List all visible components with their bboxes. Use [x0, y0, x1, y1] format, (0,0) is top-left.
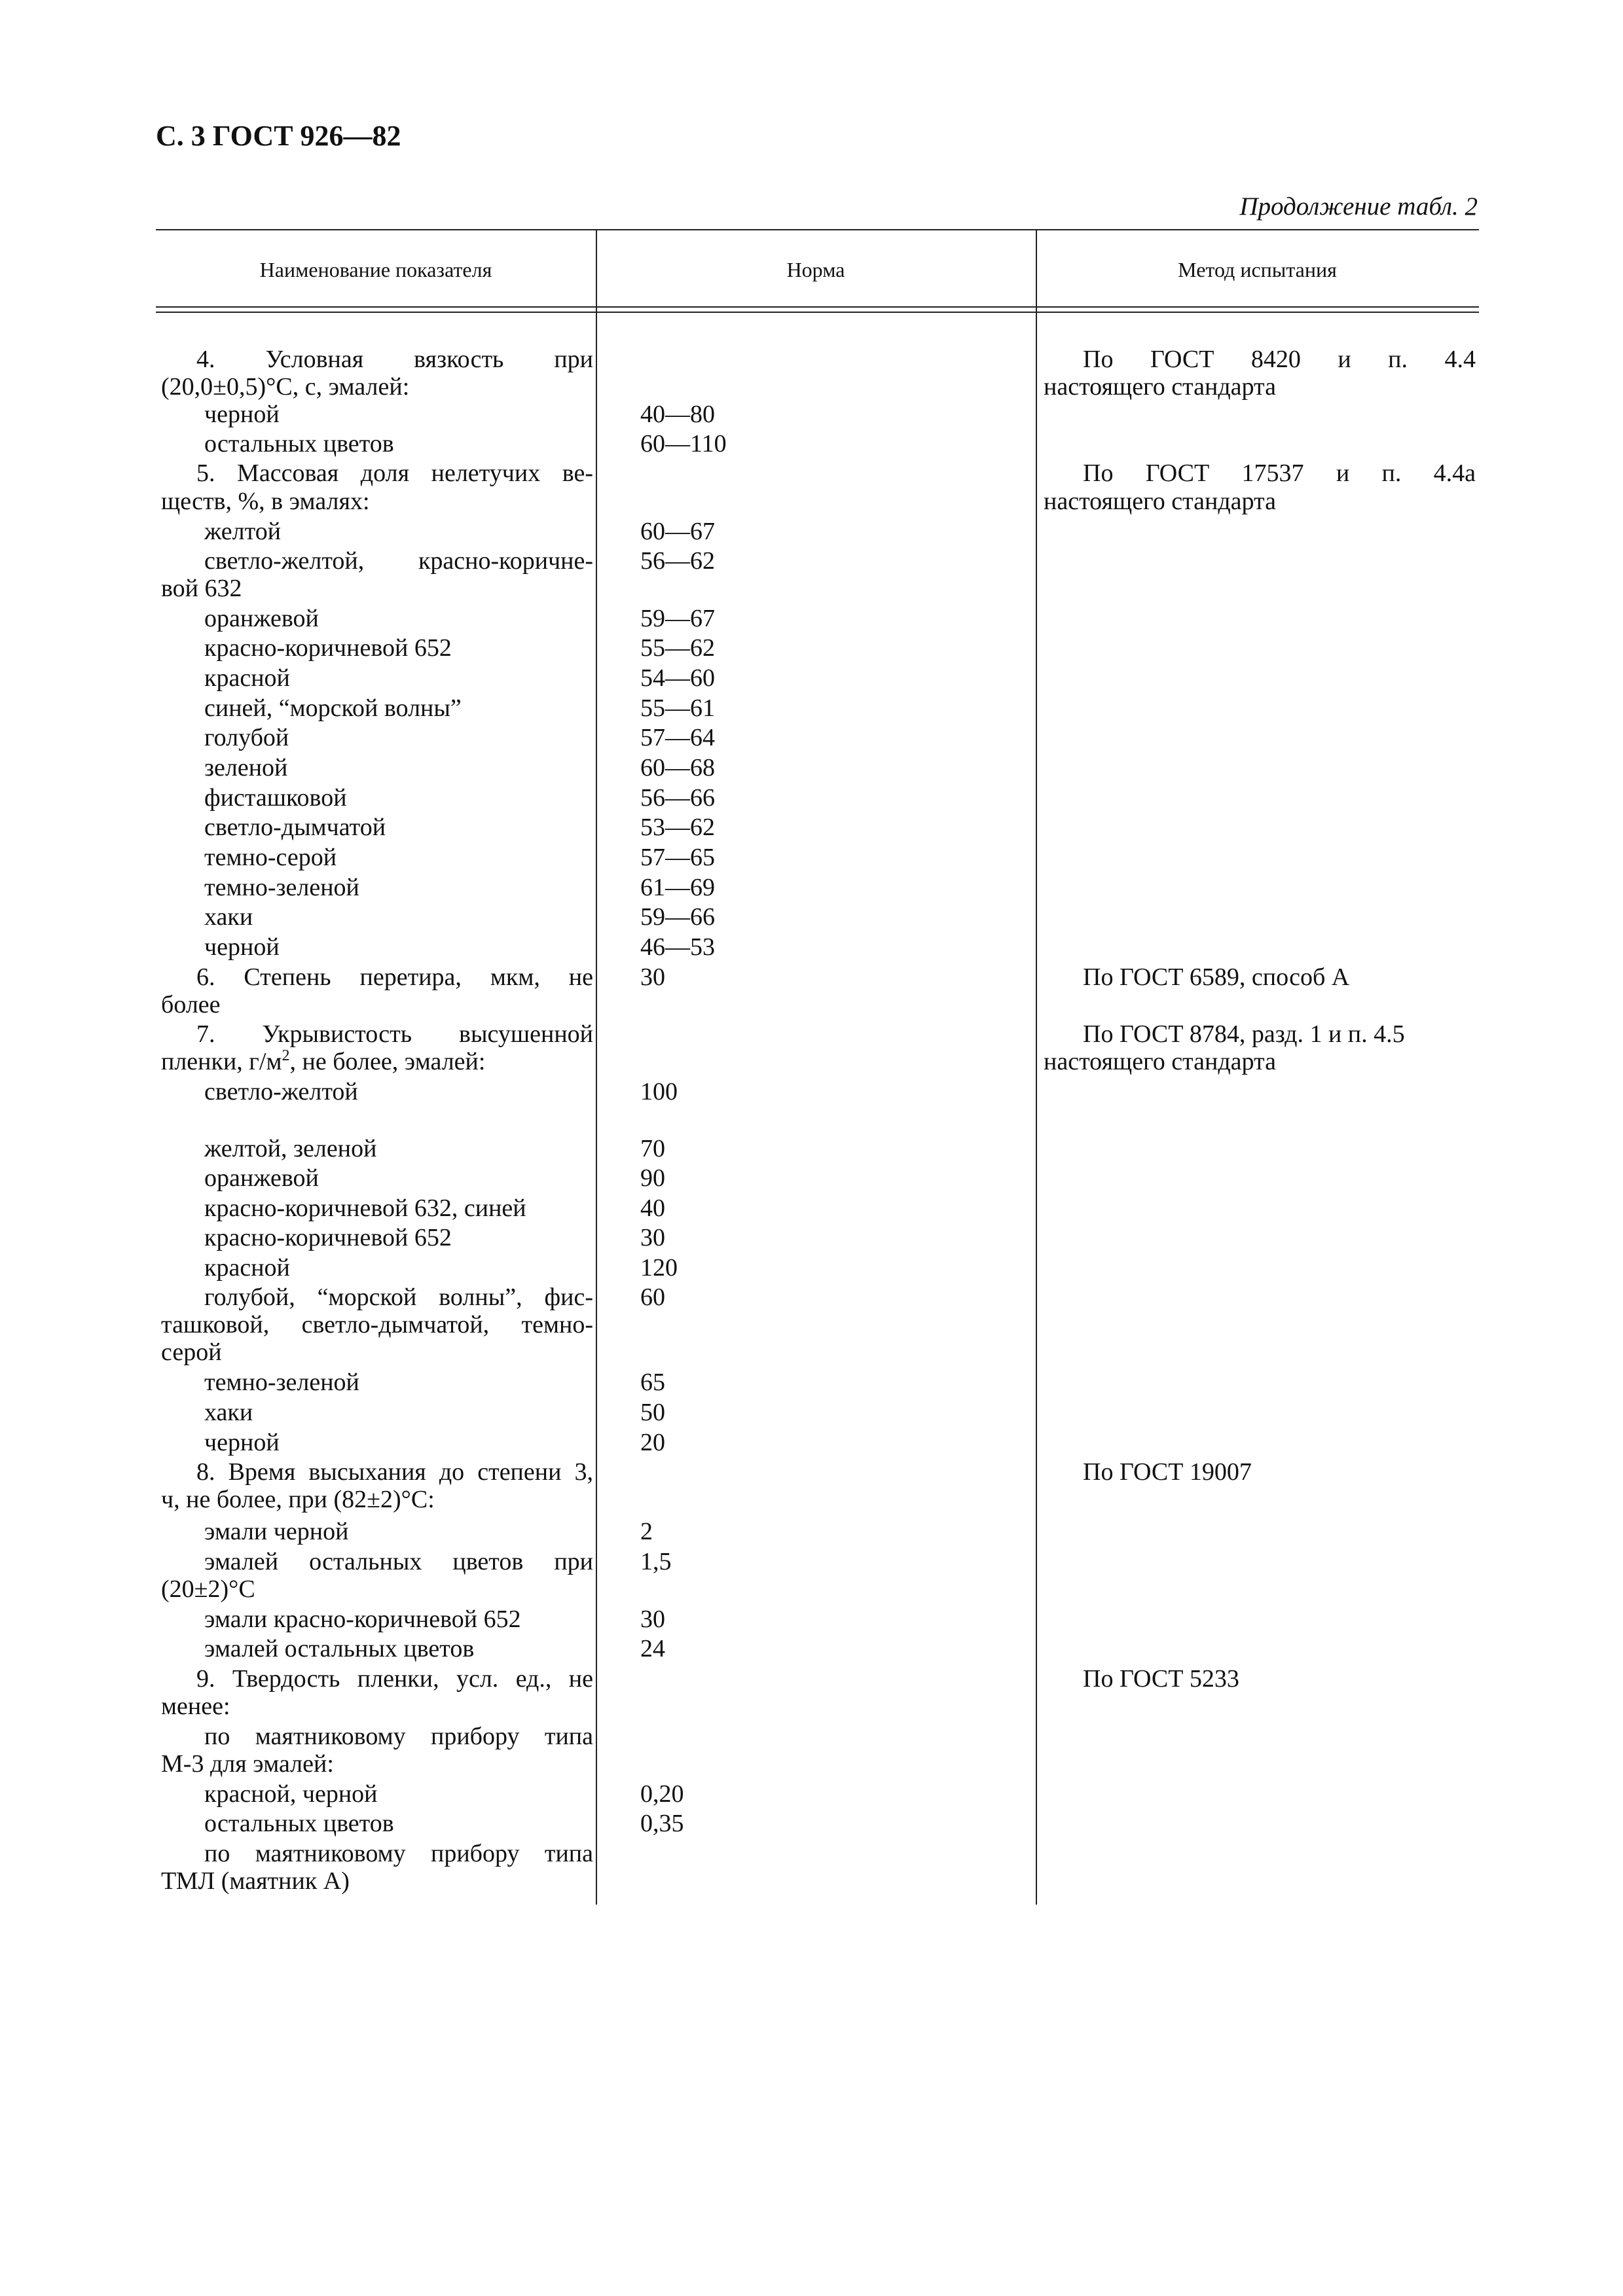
indicator-subitem: оранжевой	[204, 605, 319, 632]
method-line: По ГОСТ 19007	[1083, 1458, 1252, 1486]
norm-value: 60	[640, 1283, 665, 1311]
indicator-subitem: по маятниковому прибору типа	[204, 1723, 593, 1750]
indicator-subitem: эмали красно-коричневой 652	[204, 1605, 521, 1633]
norm-value: 0,35	[640, 1810, 684, 1837]
norm-value: 57—65	[640, 844, 715, 871]
indicator-subitem: красной	[204, 664, 290, 692]
method-line: настоящего стандарта	[1044, 1048, 1276, 1075]
indicator-subitem: эмалей остальных цветов при	[204, 1548, 593, 1575]
indicator-subitem: эмалей остальных цветов	[204, 1635, 475, 1662]
indicator-line: 7. Укрывистость высушенной	[196, 1020, 593, 1048]
indicator-text: , не более, эмалей:	[289, 1048, 486, 1075]
indicator-subitem: светло-дымчатой	[204, 814, 386, 841]
method-line: По ГОСТ 17537 и п. 4.4а	[1083, 459, 1476, 487]
indicator-subitem: черной	[204, 1429, 280, 1456]
method-line: По ГОСТ 5233	[1083, 1665, 1239, 1693]
norm-value: 55—62	[640, 634, 715, 662]
indicator-subitem: хаки	[204, 1399, 253, 1426]
indicator-subitem: фисташковой	[204, 784, 347, 812]
norm-value: 65	[640, 1369, 665, 1396]
indicator-subitem: черной	[204, 401, 280, 428]
indicator-subitem: желтой	[204, 518, 282, 545]
indicator-subitem: остальных цветов	[204, 1810, 394, 1837]
indicator-subitem: голубой, “морской волны”, фис-	[204, 1283, 593, 1311]
table-continuation-note: Продолжение табл. 2	[1239, 192, 1478, 221]
indicator-subitem: зеленой	[204, 754, 288, 781]
norm-value: 53—62	[640, 814, 715, 841]
norm-value: 60—68	[640, 754, 715, 781]
norm-value: 59—67	[640, 605, 715, 632]
indicator-subitem: М-3 для эмалей:	[161, 1750, 334, 1778]
norm-value: 1,5	[640, 1548, 672, 1575]
indicator-subitem: серой	[161, 1338, 222, 1366]
indicator-line: 9. Твердость пленки, усл. ед., не	[196, 1665, 593, 1693]
norm-value: 57—64	[640, 724, 715, 751]
norm-value: 40—80	[640, 401, 715, 428]
norm-value: 30	[640, 1605, 665, 1633]
superscript: 2	[282, 1047, 290, 1064]
norm-value: 60—67	[640, 518, 715, 545]
indicator-subitem: светло-желтой, красно-коричне-	[204, 547, 593, 575]
indicator-subitem: ТМЛ (маятник А)	[161, 1867, 350, 1895]
indicator-subitem: эмали черной	[204, 1518, 349, 1545]
column-divider-2	[1036, 229, 1037, 1905]
indicator-subitem: (20±2)°С	[161, 1575, 255, 1603]
indicator-subitem: красной, черной	[204, 1780, 378, 1808]
table-header-rule	[156, 306, 1479, 313]
norm-value: 60—110	[640, 430, 727, 457]
method-line: настоящего стандарта	[1044, 373, 1276, 401]
indicator-subitem: красной	[204, 1254, 290, 1282]
norm-value: 30	[640, 1224, 665, 1251]
indicator-subitem: темно-зеленой	[204, 1369, 359, 1396]
indicator-line: ч, не более, при (82±2)°С:	[161, 1486, 435, 1513]
indicator-line: (20,0±0,5)°С, с, эмалей:	[161, 373, 410, 401]
indicator-subitem: ташковой, светло-дымчатой, темно-	[161, 1311, 593, 1338]
column-header-norm: Норма	[786, 258, 845, 281]
column-divider-1	[596, 229, 597, 1905]
norm-value: 40	[640, 1194, 665, 1222]
indicator-subitem: черной	[204, 933, 280, 961]
indicator-line: 5. Массовая доля нелетучих ве-	[196, 459, 593, 487]
indicator-text: пленки, г/м	[161, 1048, 282, 1075]
page-header: С. 3 ГОСТ 926—82	[156, 120, 401, 152]
norm-value: 54—60	[640, 664, 715, 692]
indicator-subitem: хаки	[204, 903, 253, 931]
norm-value: 46—53	[640, 933, 715, 961]
norm-value: 70	[640, 1135, 665, 1162]
indicator-subitem: темно-серой	[204, 844, 337, 871]
norm-value: 30	[640, 963, 665, 991]
indicator-line: менее:	[161, 1693, 230, 1720]
table-top-rule	[156, 229, 1479, 230]
norm-value: 24	[640, 1635, 665, 1662]
norm-value: 90	[640, 1164, 665, 1192]
indicator-line: более	[161, 991, 221, 1018]
indicator-line: ществ, %, в эмалях:	[161, 488, 370, 515]
indicator-subitem: по маятниковому прибору типа	[204, 1840, 593, 1867]
indicator-subitem: оранжевой	[204, 1164, 319, 1192]
method-line: По ГОСТ 8420 и п. 4.4	[1083, 346, 1476, 373]
norm-value: 0,20	[640, 1780, 684, 1808]
norm-value: 100	[640, 1078, 678, 1105]
column-header-indicator: Наименование показателя	[259, 258, 492, 281]
norm-value: 59—66	[640, 903, 715, 931]
indicator-line: 6. Степень перетира, мкм, не	[196, 963, 593, 991]
norm-value: 50	[640, 1399, 665, 1426]
indicator-line	[161, 1049, 485, 1075]
properties-table	[156, 229, 1479, 1905]
indicator-subitem: остальных цветов	[204, 430, 394, 457]
column-header-method: Метод испытания	[1178, 258, 1337, 281]
indicator-line: 4. Условная вязкость при	[196, 346, 593, 373]
indicator-subitem: светло-желтой	[204, 1078, 358, 1105]
indicator-subitem: желтой, зеленой	[204, 1135, 377, 1162]
indicator-subitem: красно-коричневой 652	[204, 1224, 452, 1251]
indicator-line: 8. Время высыхания до степени 3,	[196, 1458, 593, 1486]
method-line: По ГОСТ 6589, способ А	[1083, 963, 1350, 991]
indicator-subitem: красно-коричневой 652	[204, 634, 452, 662]
norm-value: 56—62	[640, 547, 715, 575]
method-line: По ГОСТ 8784, разд. 1 и п. 4.5	[1083, 1020, 1405, 1048]
indicator-subitem: вой 632	[161, 575, 242, 602]
method-line: настоящего стандарта	[1044, 488, 1276, 515]
indicator-subitem: красно-коричневой 632, синей	[204, 1194, 526, 1222]
norm-value: 61—69	[640, 874, 715, 901]
norm-value: 55—61	[640, 694, 715, 722]
indicator-subitem: темно-зеленой	[204, 874, 359, 901]
indicator-subitem: голубой	[204, 724, 289, 751]
norm-value: 120	[640, 1254, 678, 1282]
indicator-subitem: синей, “морской волны”	[204, 694, 462, 722]
norm-value: 2	[640, 1518, 653, 1545]
norm-value: 56—66	[640, 784, 715, 812]
norm-value: 20	[640, 1429, 665, 1456]
